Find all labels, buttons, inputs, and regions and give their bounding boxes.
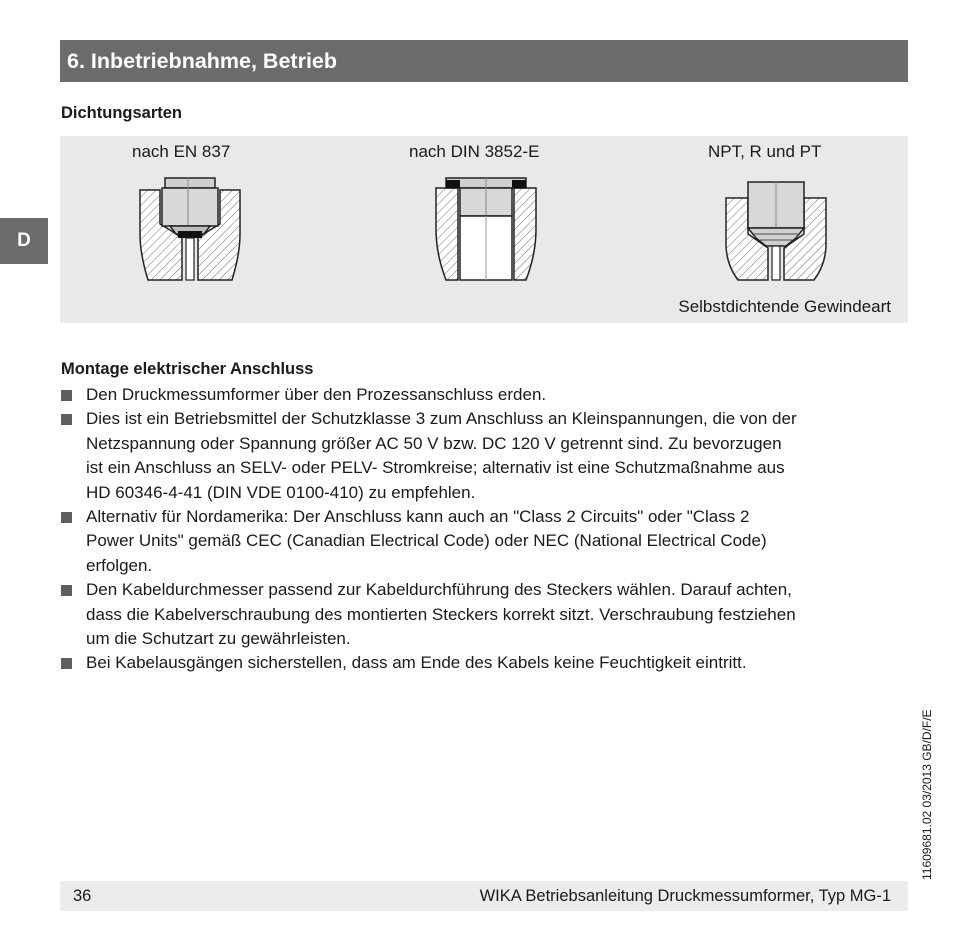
list-item-line: erfolgen. — [86, 555, 153, 575]
seal-label-npt: NPT, R und PT — [708, 142, 822, 161]
list-item-line: Bei Kabelausgängen sicherstellen, dass am Ende des Kabels keine Feuchtigkeit eintritt. — [86, 653, 747, 673]
bullet-square-icon — [61, 658, 72, 669]
self-sealing-caption: Selbstdichtende Gewindeart — [678, 297, 891, 316]
list-item — [60, 407, 920, 505]
list-item-line: Dies ist ein Betriebsmittel der Schutzklasse 3 zum Anschluss an Kleinspannungen, die von der — [86, 409, 797, 429]
list-item-line: HD 60346-4-41 (DIN VDE 0100-410) zu empfehlen. — [86, 482, 476, 502]
bullet-square-icon — [61, 390, 72, 401]
section-title: 6. Inbetriebnahme, Betrieb — [67, 49, 338, 73]
bullet-square-icon — [61, 414, 72, 425]
mounting-instructions-list — [60, 383, 920, 676]
en837-seal-diagram-icon — [138, 174, 242, 284]
mounting-heading: Montage elektrischer Anschluss — [61, 360, 314, 378]
seal-label-din3852e: nach DIN 3852-E — [409, 142, 540, 161]
bullet-square-icon — [61, 512, 72, 523]
list-item — [60, 578, 920, 651]
section-header — [60, 40, 908, 82]
list-item-line: um die Schutzart zu gewährleisten. — [86, 629, 351, 649]
list-item-line: Den Druckmessumformer über den Prozessanschluss erden. — [86, 385, 547, 404]
language-tab: D — [0, 218, 48, 264]
din3852e-seal-diagram-icon — [434, 174, 538, 284]
page-footer — [60, 881, 908, 911]
sealing-types-panel — [60, 136, 908, 323]
list-item-line: Netzspannung oder Spannung größer AC 50 V bzw. DC 120 V getrennt sind. Zu bevorzugen — [86, 433, 782, 453]
list-item — [60, 505, 920, 578]
list-item — [60, 651, 920, 675]
list-item-line: Power Units" gemäß CEC (Canadian Electrical Code) oder NEC (National Electrical Code) — [86, 531, 767, 551]
bullet-square-icon — [61, 585, 72, 596]
seal-label-en837: nach EN 837 — [132, 142, 231, 161]
list-item — [60, 383, 920, 407]
npt-thread-diagram-icon — [724, 174, 828, 284]
sealing-heading: Dichtungsarten — [61, 104, 183, 122]
document-code: 11609681.02 03/2013 GB/D/F/E — [920, 709, 934, 880]
footer-title: WIKA Betriebsanleitung Druckmessumformer, Typ MG-1 — [479, 887, 891, 905]
list-item-line: Alternativ für Nordamerika: Der Anschluss kann auch an "Class 2 Circuits" oder "Class 2 — [86, 507, 750, 527]
page-number: 36 — [73, 887, 92, 905]
list-item-line: Den Kabeldurchmesser passend zur Kabeldurchführung des Steckers wählen. Darauf achten, — [86, 580, 792, 600]
list-item-line: ist ein Anschluss an SELV- oder PELV- Stromkreise; alternativ ist eine Schutzmaßnahme aus — [86, 458, 785, 478]
list-item-line: dass die Kabelverschraubung des montierten Steckers korrekt sitzt. Verschraubung festziehen — [86, 604, 796, 624]
